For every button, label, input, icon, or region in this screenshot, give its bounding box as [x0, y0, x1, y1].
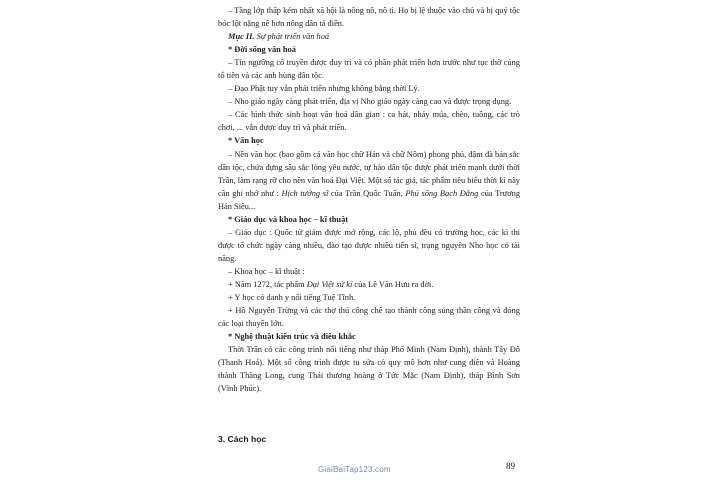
- section-title: [218, 30, 520, 43]
- subheading: * Văn học: [228, 136, 264, 146]
- section-title-text: Sự phát triển văn hoá: [256, 32, 330, 42]
- subheading: * Đời sống văn hoá: [228, 45, 296, 55]
- subheading: * Nghệ thuật kiến trúc và điêu khắc: [228, 332, 356, 342]
- work-title: Hịch tướng sĩ: [281, 188, 329, 198]
- paragraph: + Hồ Nguyên Trừng và các thợ thủ công chế tạo thành công súng thần công và đóng các loại thuyền lớn.: [218, 306, 520, 329]
- text-run: + Năm 1272, tác phẩm: [228, 279, 305, 289]
- work-title: Phú sông Bạch Đằng: [405, 188, 479, 198]
- paragraph: – Tín ngưỡng cổ truyền được duy trì và có phần phát triển hơn trước như tục thờ cúng tổ tiên và các anh hùng dân tộc.: [218, 58, 520, 81]
- paragraph: – Giáo dục : Quốc tử giám được mở rộng, các lộ, phủ đều có trường học, các kì thi được tổ chức ngày càng nhiều, đào tạo được nhiều tiến sĩ, trạng nguyên Nho học có tài năng.: [218, 227, 520, 263]
- paragraph: + Y học có danh y nổi tiếng Tuệ Tĩnh.: [228, 293, 356, 303]
- paragraph: – Đạo Phật tuy vẫn phát triển nhưng không bằng thời Lý.: [228, 84, 420, 94]
- paragraph: – Tầng lớp thấp kém nhất xã hội là nông nô, nô tì. Họ bị lệ thuộc vào chủ và bị quý tộc bóc lột nặng nề hơn nông dân tá điền.: [218, 6, 520, 29]
- paragraph: [218, 278, 520, 291]
- section-label: Mục II.: [228, 32, 255, 42]
- paragraph: – Nho giáo ngày càng phát triển, địa vị Nho giáo ngày càng cao và được trọng dụng.: [228, 97, 512, 107]
- section-heading: 3. Cách học: [218, 434, 267, 444]
- watermark: GiaiBaiTap123.com: [318, 465, 391, 474]
- text-run: của Lê Văn Hưu ra đời.: [354, 279, 434, 289]
- paragraph: Thời Trần có các công trình nổi tiếng như tháp Phổ Minh (Nam Định), thành Tây Đô (Thanh Hoá). Một số công trình được tu sửa có quy mô hơn như cung điện và Hoàng thành Thăng Long, cung Thái thượng hoàng ở Tức Mặc (Nam Định), tháp Bình Sơn (Vĩnh Phúc).: [218, 345, 520, 394]
- paragraph: – Các hình thức sinh hoạt văn hoá dân gian : ca hát, nhảy múa, chèo, tuồng, các trò chơi, ... vẫn được duy trì và phát triển.: [218, 110, 520, 133]
- paragraph: [218, 148, 520, 213]
- text-run: – Nền văn học (bao gồm cả văn học chữ Hán và chữ Nôm) phong phú, đậm đà bản sắc dân tộc, chứa đựng sâu sắc lòng yêu nước, tự hào dân tộc được phát triển mạnh dưới thời Trần, làm rạng rỡ cho nền văn hoá Đại Việt. Một số tác giả, tác phẩm tiêu biểu thời kì này cần ghi nhớ như :: [218, 149, 520, 198]
- text-run: của Trần Quốc Tuấn,: [330, 188, 403, 198]
- page-number: 89: [506, 461, 515, 471]
- text-run: của Trương Hán Siêu...: [218, 188, 521, 211]
- work-title: Đại Việt sử kí: [306, 279, 353, 289]
- subheading: * Giáo dục và khoa học – kĩ thuật: [228, 214, 349, 224]
- paragraph: – Khoa học – kĩ thuật :: [228, 266, 305, 276]
- document-body: [218, 4, 520, 395]
